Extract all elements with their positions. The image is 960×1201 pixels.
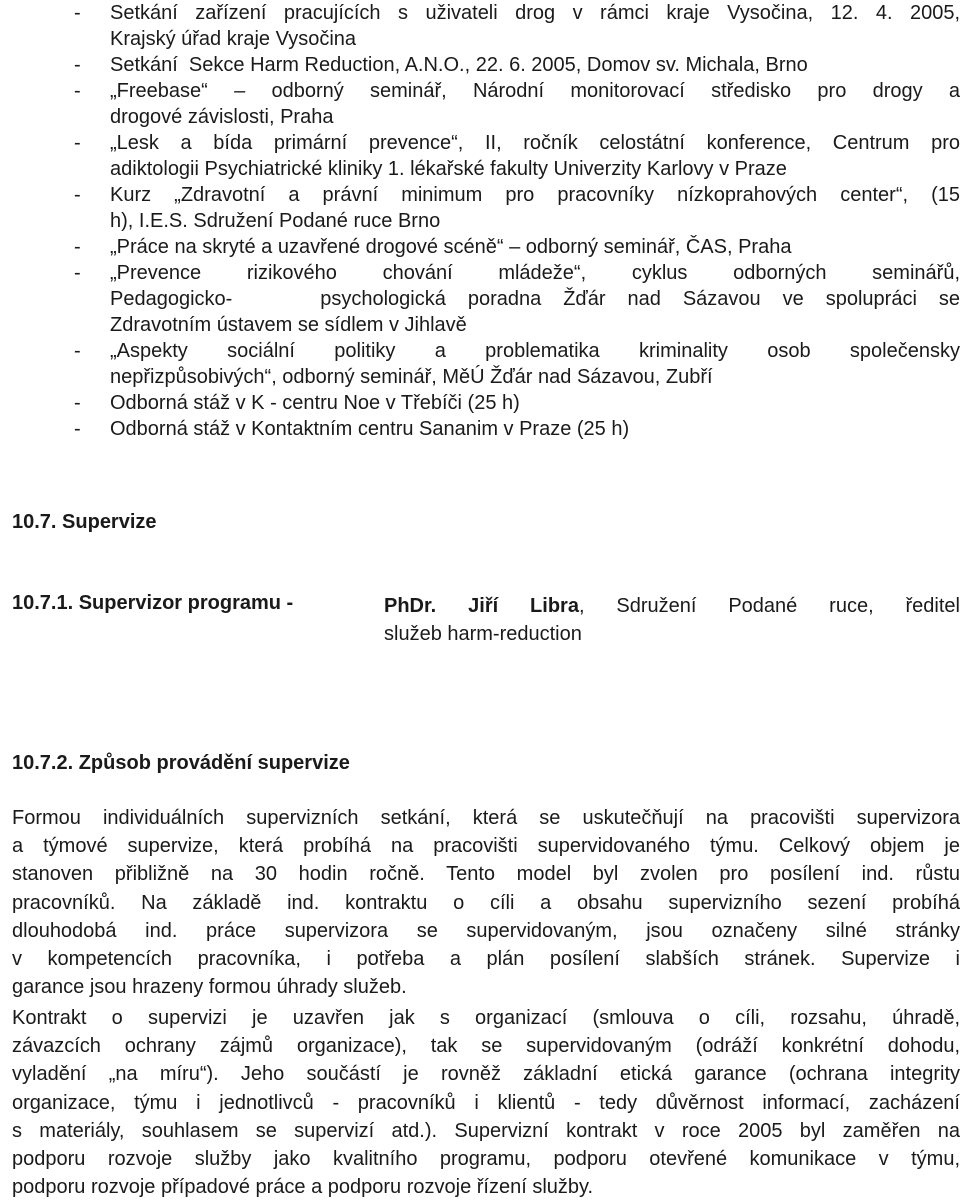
supervisor-line-2: služeb harm-reduction [384, 623, 582, 645]
bullet-dash: - [74, 392, 81, 414]
paragraph-line: Formou individuálních supervizních setkání, která se uskutečňují na pracovišti supervizora [12, 807, 960, 829]
list-item [0, 130, 960, 182]
events-list [0, 0, 960, 442]
list-item-line: „Lesk a bída primární prevence“, II, ročník celostátní konference, Centrum pro [110, 132, 960, 154]
paragraph-line: v kompetencích pracovníka, i potřeba a plán posílení slabších stránek. Supervize i [12, 948, 960, 971]
paragraph-line: s materiály, souhlasem se supervizí atd.). Supervizní kontrakt v roce 2005 byl zaměřen na [12, 1119, 960, 1142]
list-item [0, 182, 960, 234]
supervisor-line-1 [384, 592, 960, 620]
list-item-line: Kurz „Zdravotní a právní minimum pro pracovníky nízkoprahových center“, (15 [110, 184, 960, 206]
list-item [0, 0, 960, 52]
paragraph-line: organizace, týmu i jednotlivců - pracovníků i klientů - tedy důvěrnost informací, zacházení [12, 1091, 960, 1114]
list-item [0, 52, 960, 78]
list-item-line: nepřizpůsobivých“, odborný seminář, MěÚ Žďár nad Sázavou, Zubří [110, 366, 713, 388]
paragraph-line: podporu rozvoje služby jako kvalitního programu, podporu otevřené komunikace v týmu, [12, 1148, 960, 1171]
paragraph-contract [12, 1004, 960, 1201]
list-item-line: h), I.E.S. Sdružení Podané ruce Brno [110, 210, 441, 232]
paragraph-line: Kontrakt o supervizi je uzavřen jak s organizací (smlouva o cíli, rozsahu, úhradě, [12, 1007, 960, 1029]
list-item-line: adiktologii Psychiatrické kliniky 1. lékařské fakulty Univerzity Karlovy v Praze [110, 158, 787, 180]
list-item [0, 260, 960, 338]
bullet-dash: - [74, 80, 81, 102]
list-item-line: Zdravotním ústavem se sídlem v Jihlavě [110, 314, 467, 336]
paragraph-method [12, 804, 960, 1001]
list-item-line: drogové závislosti, Praha [110, 106, 334, 128]
list-item-line: Setkání zařízení pracujících s uživateli drog v rámci kraje Vysočina, 12. 4. 2005, [110, 2, 960, 24]
paragraph-line: stanoven přibližně na 30 hodin ročně. Tento model byl zvolen pro posílení ind. růstu [12, 863, 960, 886]
list-item [0, 390, 960, 416]
supervisor-name: Jiří Libra [468, 595, 579, 617]
list-item [0, 78, 960, 130]
paragraph-line: a týmové supervize, která probíhá na pracovišti supervidovaného týmu. Celkový objem je [12, 835, 960, 858]
list-item-line: „Práce na skryté a uzavřené drogové scéně“ – odborný seminář, ČAS, Praha [110, 236, 792, 258]
bullet-dash: - [74, 340, 81, 362]
bullet-dash: - [74, 184, 81, 206]
list-item-line: Odborná stáž v Kontaktním centru Sananim v Praze (25 h) [110, 418, 630, 440]
supervisor-role: ředitel [905, 595, 960, 617]
paragraph-line: garance jsou hrazeny formou úhrady služeb. [12, 976, 407, 999]
bullet-dash: - [74, 2, 81, 24]
list-item-line: „Aspekty sociální politiky a problematika kriminality osob společensky [110, 340, 960, 362]
bullet-dash: - [74, 132, 81, 154]
subsection-heading-supervizor: 10.7.1. Supervizor programu - [12, 592, 294, 614]
list-item-line: Odborná stáž v K - centru Noe v Třebíči (25 h) [110, 392, 520, 414]
bullet-dash: - [74, 418, 81, 440]
list-item-line: Pedagogicko- psychologická poradna Žďár nad Sázavou ve spolupráci se [110, 288, 960, 310]
section-heading-supervize: 10.7. Supervize [12, 511, 157, 533]
list-item-line: „Prevence rizikového chování mládeže“, cyklus odborných seminářů, [110, 262, 960, 284]
supervisor-details [384, 592, 960, 648]
paragraph-line: dlouhodobá ind. práce supervizora se supervidovaným, jsou označeny silné stránky [12, 919, 960, 942]
list-item-line: „Freebase“ – odborný seminář, Národní monitorovací středisko pro drogy a [110, 80, 960, 102]
list-item [0, 338, 960, 390]
list-item [0, 234, 960, 260]
supervisor-organization: , Sdružení Podané ruce, [578, 595, 874, 617]
list-item [0, 416, 960, 442]
supervisor-title: PhDr. [384, 595, 437, 617]
list-item-line: Setkání Sekce Harm Reduction, A.N.O., 22. 6. 2005, Domov sv. Michala, Brno [110, 54, 808, 76]
subsection-heading-zpusob: 10.7.2. Způsob provádění supervize [12, 752, 350, 774]
list-item-line: Krajský úřad kraje Vysočina [110, 28, 357, 50]
bullet-dash: - [74, 54, 81, 76]
paragraph-line: vyladění „na míru“). Jeho součástí je rovněž základní etická garance (ochrana integrity [12, 1063, 960, 1086]
paragraph-line: pracovníků. Na základě ind. kontraktu o cíli a obsahu supervizního sezení probíhá [12, 891, 960, 914]
bullet-dash: - [74, 236, 81, 258]
bullet-dash: - [74, 262, 81, 284]
paragraph-line: podporu rozvoje případové práce a podporu rozvoje řízení služby. [12, 1176, 594, 1199]
paragraph-line: závazcích ochrany zájmů organizace), tak se supervidovaným (odráží konkrétní dohodu, [12, 1035, 960, 1058]
